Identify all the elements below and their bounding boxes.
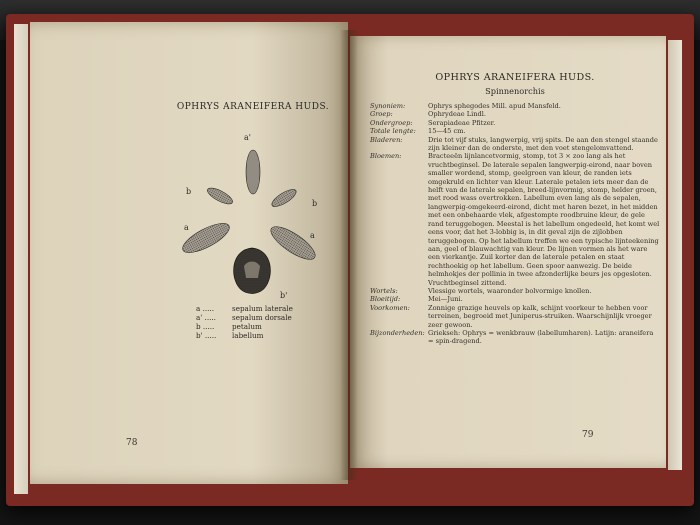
legend-row: a' ..... sepalum dorsale	[196, 313, 292, 322]
diagram-legend	[196, 304, 293, 340]
right-lateral-sepal	[266, 221, 319, 265]
orchid-parts-diagram	[160, 126, 340, 316]
right-petal	[269, 186, 298, 209]
species-description	[370, 102, 660, 346]
entry-row: Synoniem: Ophrys sphegodes Mill. apud Mansfeld.	[370, 102, 561, 110]
entry-row: Ondergroep: Serapiadeae Pfitzer.	[370, 118, 496, 127]
label-right-lateral-sepal: a	[310, 231, 315, 240]
left-page-title: OPHRYS ARANEIFERA HUDS.	[176, 102, 330, 112]
entry-row: Bijzonderheden: Griekseh: Ophrys = wenkbrauw (labellumharen). Latijn: araneifera = spin-dragend.	[370, 328, 654, 346]
right-page-subtitle: Spinnenorchis	[485, 86, 545, 96]
entry-row: Totale lengte: 15—45 cm.	[370, 127, 466, 136]
label-right-petal: b	[312, 199, 318, 208]
entry-row: Voorkomen: Zonnige grazige heuvels op kalk, schijnt voorkeur te hebben voor terreinen, begroeid met Juniperus-struiken. Waarschijnlijk vroeger zeer gewoon.	[370, 303, 652, 329]
legend-row: a ..... sepalum laterale	[196, 304, 293, 313]
dorsal-sepal	[246, 150, 260, 194]
entry-row: Wortels: Vlessige wortels, waaronder bolvormige knollen.	[370, 286, 592, 295]
entry-row: Bloemen: Bracteeën lijnlancetvormig, stomp, tot 3 × zoo lang als het vruchtbeginsel. De laterale sepalen langwerpig-eirond, naar boven smaller wordend, stomp, geelgroen van kleur, de randen iets omgekruld en lichter van kleur. Laterale petalen iets meer dan de helft van de laterale sepalen, breed-lijnvormig, stomp, helder groen, met rood wass overtrokken. Labellum even lang als de sepalen, langwerpig-omgekeerd-eirond, dicht met haren bezet, in het midden met een onbehaarde vlek, afgestompte roodbruine kleur, de gele rand teruggebogen. Meestal is het labellum ongedeeld, het komt wel eens voor, dat het 3-lobbig is, in dit geval zijn de zijlobben teruggebogen. Op het labellum treffen we een typische lijnteekening aan, geel of blauwachtig van kleur. De lijnen vormen als het ware een vierkantje. Zuil korter dan de laterale petalen en staat rechthoekig op het labellum. Geen spoor aanwezig. De beide helmhokjes der pollinia in twee afzonderlijke beurs jes opgesloten. Vruchtbeginsel zittend.	[370, 152, 660, 287]
entry-row: Bladeren: Drie tot vijf stuks, langwerpig, vrij spits. De aan den stengel staande zijn kleiner dan de onderste, met den voet stengelomvattend.	[370, 135, 658, 153]
label-labellum: b'	[280, 291, 288, 300]
page-stack-right	[668, 40, 682, 470]
label-left-petal: b	[186, 187, 192, 196]
page-stack-left	[14, 24, 28, 494]
right-page-number: 79	[582, 430, 594, 440]
book-gutter	[340, 30, 358, 480]
left-page-number: 78	[126, 438, 138, 448]
left-petal	[205, 185, 234, 207]
entry-row: Bloeitijd: Mei—Juni.	[370, 295, 463, 304]
legend-row: b ..... petalum	[196, 322, 262, 331]
right-page-title: OPHRYS ARANEIFERA HUDS.	[435, 72, 595, 83]
label-left-lateral-sepal: a	[184, 223, 189, 232]
entry-row: Groep: Ophrydeae Lindl.	[370, 110, 486, 119]
legend-row: b' ..... labellum	[196, 331, 264, 340]
labellum	[234, 248, 271, 294]
label-dorsal-sepal: a'	[244, 133, 251, 142]
